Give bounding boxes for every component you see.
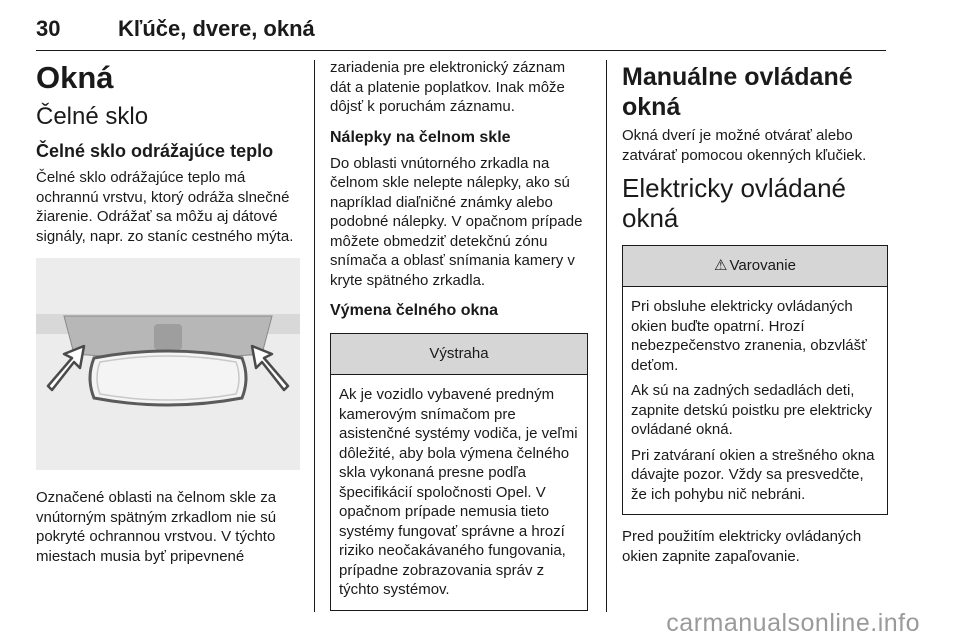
after-warning-paragraph: Pred použitím elektricky ovládaných okien zapnite zapaľovanie. <box>622 528 862 565</box>
continued-paragraph: zariadenia pre elektronický záznam dát a platenie poplatkov. Inak môže dôjsť k poruchám záznamu. <box>330 59 566 115</box>
column-2 <box>330 58 588 611</box>
watermark: carmanualsonline.info <box>666 609 920 637</box>
warning-box-body <box>623 287 887 514</box>
warning-box <box>622 245 888 515</box>
figure-caption-paragraph: Označené oblasti na čelnom skle za vnútorným spätným zrkadlom nie sú pokryté ochrannou vrstvou. V týchto miestach musia byť pripevnené <box>36 489 277 565</box>
manual-windows-heading: Manuálne ovládané okná <box>622 63 853 121</box>
rearview-mirror <box>90 351 246 405</box>
warning-paragraph: Pri zatváraní okien a strešného okna dávajte pozor. Vždy sa presvedčte, že ich pohybu nič nebráni. <box>631 446 875 503</box>
mirror-mount <box>154 324 182 350</box>
stickers-paragraph: Do oblasti vnútorného zrkadla na čelnom skle nelepte nálepky, ako sú napríklad diaľničné známky alebo podobné nálepky. V opačnom prípade môžete obmedziť detekčnú zónu snímača a oblasť snímania kamery v kryte spätného zrkadla. <box>330 154 583 289</box>
manual-windows-paragraph: Okná dverí je možné otvárať alebo zatvárať pomocou okenných kľučiek. <box>622 127 867 164</box>
warning-paragraph: Pri obsluhe elektricky ovládaných okien buďte opatrní. Hrozí nebezpečenstvo zranenia, obzvlášť deťom. <box>631 298 867 374</box>
caution-box-body <box>331 375 587 610</box>
page-number: 30 <box>36 16 61 41</box>
warning-paragraph: Ak sú na zadných sedadlách deti, zapnite detskú poistku pre elektricky ovládané okná. <box>631 382 872 438</box>
page-header <box>36 6 886 50</box>
caution-box-text: Ak je vozidlo vybavené predným kamerovým snímačom pre asistenčné systémy vodiča, je veľmi dôležité, aby bola výmena čelného skla vykonaná presne podľa špecifikácií spoločnosti Opel. V opačnom prípade nemusia tieto systémy fungovať správne a hrozí riziko neočakávaného fungovania, prípadne zobrazovania správ z týchto systémov. <box>339 386 578 598</box>
subsubsection-title: Čelné sklo odrážajúce teplo <box>36 141 274 161</box>
warning-box-header <box>623 246 887 287</box>
warning-triangle-icon: ⚠ <box>714 257 728 274</box>
intro-paragraph: Čelné sklo odrážajúce teplo má ochrannú vrstvu, ktorý odráža slnečné žiarenie. Odrážať sa môžu aj dátové signály, napr. zo staníc cestného mýta. <box>36 169 294 245</box>
running-title: Kľúče, dvere, okná <box>118 16 315 41</box>
column-divider-1 <box>314 60 315 612</box>
caution-box <box>330 333 588 611</box>
column-3 <box>622 58 888 574</box>
mirror-illustration <box>36 258 300 470</box>
stickers-heading: Nálepky na čelnom skle <box>330 128 511 146</box>
column-1 <box>36 58 300 574</box>
column-divider-2 <box>606 60 607 612</box>
caution-box-title: Výstraha <box>331 334 587 375</box>
warning-box-title: Varovanie <box>729 257 796 274</box>
replacement-heading: Výmena čelného okna <box>330 302 499 319</box>
subsection-title: Čelné sklo <box>36 103 149 130</box>
section-title: Okná <box>36 60 114 95</box>
electric-windows-heading: Elektricky ovládané okná <box>622 173 846 233</box>
header-rule <box>36 50 886 51</box>
